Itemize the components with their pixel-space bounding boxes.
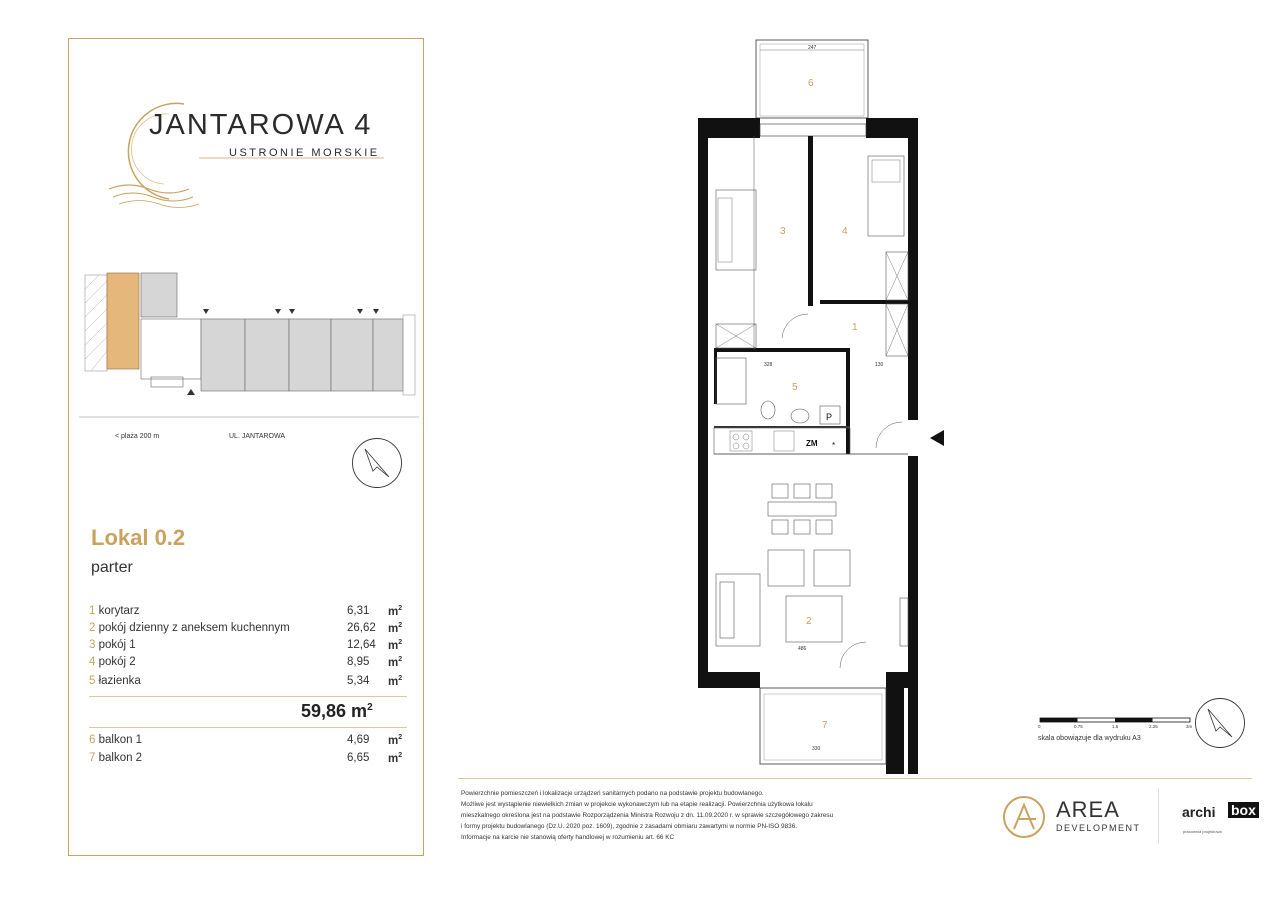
street-label: UL. JANTAROWA [229, 433, 286, 440]
balcony-number: 7 [89, 752, 99, 764]
room-label-7: 7 [822, 720, 828, 731]
footer-disclaimer [461, 788, 891, 843]
architect-name: archi [1182, 804, 1216, 820]
north-arrow-icon [1194, 697, 1246, 749]
footer-divider [458, 778, 1252, 779]
area-unit: $m^2$ [388, 605, 403, 618]
room-number: 1 [89, 605, 99, 617]
room-number: 3 [89, 639, 99, 651]
unit-name: Lokal 0.2 [91, 525, 186, 550]
balcony-number: 6 [89, 734, 99, 746]
dimension-label: 247 [808, 45, 817, 51]
balcony-row [89, 752, 405, 768]
area-unit: $m^2$ [388, 656, 403, 669]
room-number: 5 [89, 675, 99, 687]
balcony-name: balkon 2 [98, 752, 143, 764]
room-number: 4 [89, 656, 99, 668]
disclaimer-line: i formy projektu budowlanego (Dz.U. 2020 poz. 1609), zgodnie z zasadami obmiaru zawartymi w normie PN-ISO 9836. [461, 823, 798, 830]
total-area: 59,86 $m^2$ [301, 701, 373, 721]
room-label-4: 4 [842, 226, 848, 237]
entrance-arrow-icon [930, 430, 944, 446]
brand-title: JANTAROWA 4 [149, 109, 373, 141]
installation-tag: P [826, 412, 833, 422]
brand-subtitle: USTRONIE MORSKIE [229, 147, 380, 159]
beach-distance-label: < plaża 200 m [115, 433, 160, 440]
room-label-5: 5 [792, 382, 798, 393]
installation-tag: * [832, 441, 836, 450]
area-unit: $m^2$ [388, 622, 403, 635]
info-panel [68, 38, 424, 856]
room-area: 6,31 [347, 605, 370, 617]
dimension-label: 486 [798, 646, 807, 652]
balcony-area: 4,69 [347, 734, 370, 746]
room-area: 26,62 [347, 622, 376, 634]
unit-floor: parter [91, 559, 133, 576]
dimension-label: 328 [764, 362, 773, 368]
area-unit: $m^2$ [388, 752, 403, 765]
scale-tick: 3m [1186, 724, 1193, 729]
disclaimer-line: Możliwe jest wystąpienie niewielkich zmian w projekcie wykonawczym lub na etapie realizacji. Powierzchnia użytkowa lokalu [461, 801, 813, 808]
disclaimer-line: Powierzchnie pomieszczeń i lokalizacje urządzeń sanitarnych podano na podstawie projektu budowlanego. [461, 790, 764, 797]
architect-box: box [1228, 802, 1259, 818]
logo-divider [1158, 788, 1159, 844]
divider [89, 696, 407, 697]
room-area: 8,95 [347, 656, 370, 668]
disclaimer-line: Informacje na karcie nie stanowią oferty handlowej w rozumieniu art. 66 KC [461, 834, 675, 841]
room-label-2: 2 [806, 616, 812, 627]
room-row [89, 675, 405, 691]
room-name: pokój dzienny z aneksem kuchennym [98, 622, 290, 634]
north-arrow-icon [351, 437, 403, 489]
room-name: łazienka [98, 675, 141, 687]
developer-name: AREA [1056, 797, 1120, 822]
scale-tick: 2.25 [1149, 724, 1158, 729]
room-name: korytarz [98, 605, 140, 617]
room-row [89, 622, 405, 638]
room-name: pokój 1 [98, 639, 136, 651]
balcony-row [89, 734, 405, 750]
scale-tick: 1.5 [1112, 724, 1119, 729]
developer-subtitle: DEVELOPMENT [1056, 823, 1141, 833]
room-label-3: 3 [780, 226, 786, 237]
room-row [89, 605, 405, 621]
dimension-label: 330 [812, 746, 821, 752]
area-unit: $m^2$ [388, 639, 403, 652]
installation-tag: ZM [806, 439, 818, 448]
dimension-label: 130 [875, 362, 884, 368]
disclaimer-line: mieszkalnego określona jest na podstawie Rozporządzenia Ministra Rozwoju z dn. 11.09.2020 r. w sprawie szczegółowego zakresu [461, 812, 834, 819]
balcony-area: 6,65 [347, 752, 370, 764]
room-label-1: 1 [852, 322, 858, 333]
floor-plan [690, 38, 960, 778]
divider [89, 727, 407, 728]
room-name: pokój 2 [98, 656, 136, 668]
scale-tick: 0.75 [1074, 724, 1083, 729]
room-label-6: 6 [808, 78, 814, 89]
room-row [89, 656, 405, 672]
balcony-name: balkon 1 [98, 734, 143, 746]
area-unit: $m^2$ [388, 675, 403, 688]
scale-note: skala obowiązuje dla wydruku A3 [1038, 735, 1141, 742]
room-number: 2 [89, 622, 99, 634]
room-area: 5,34 [347, 675, 370, 687]
architect-subtitle: pracownia projektowa [1183, 829, 1222, 834]
site-plan-map [79, 269, 419, 419]
room-area: 12,64 [347, 639, 376, 651]
area-unit: $m^2$ [388, 734, 403, 747]
room-row [89, 639, 405, 655]
scale-tick: 0 [1038, 724, 1041, 729]
